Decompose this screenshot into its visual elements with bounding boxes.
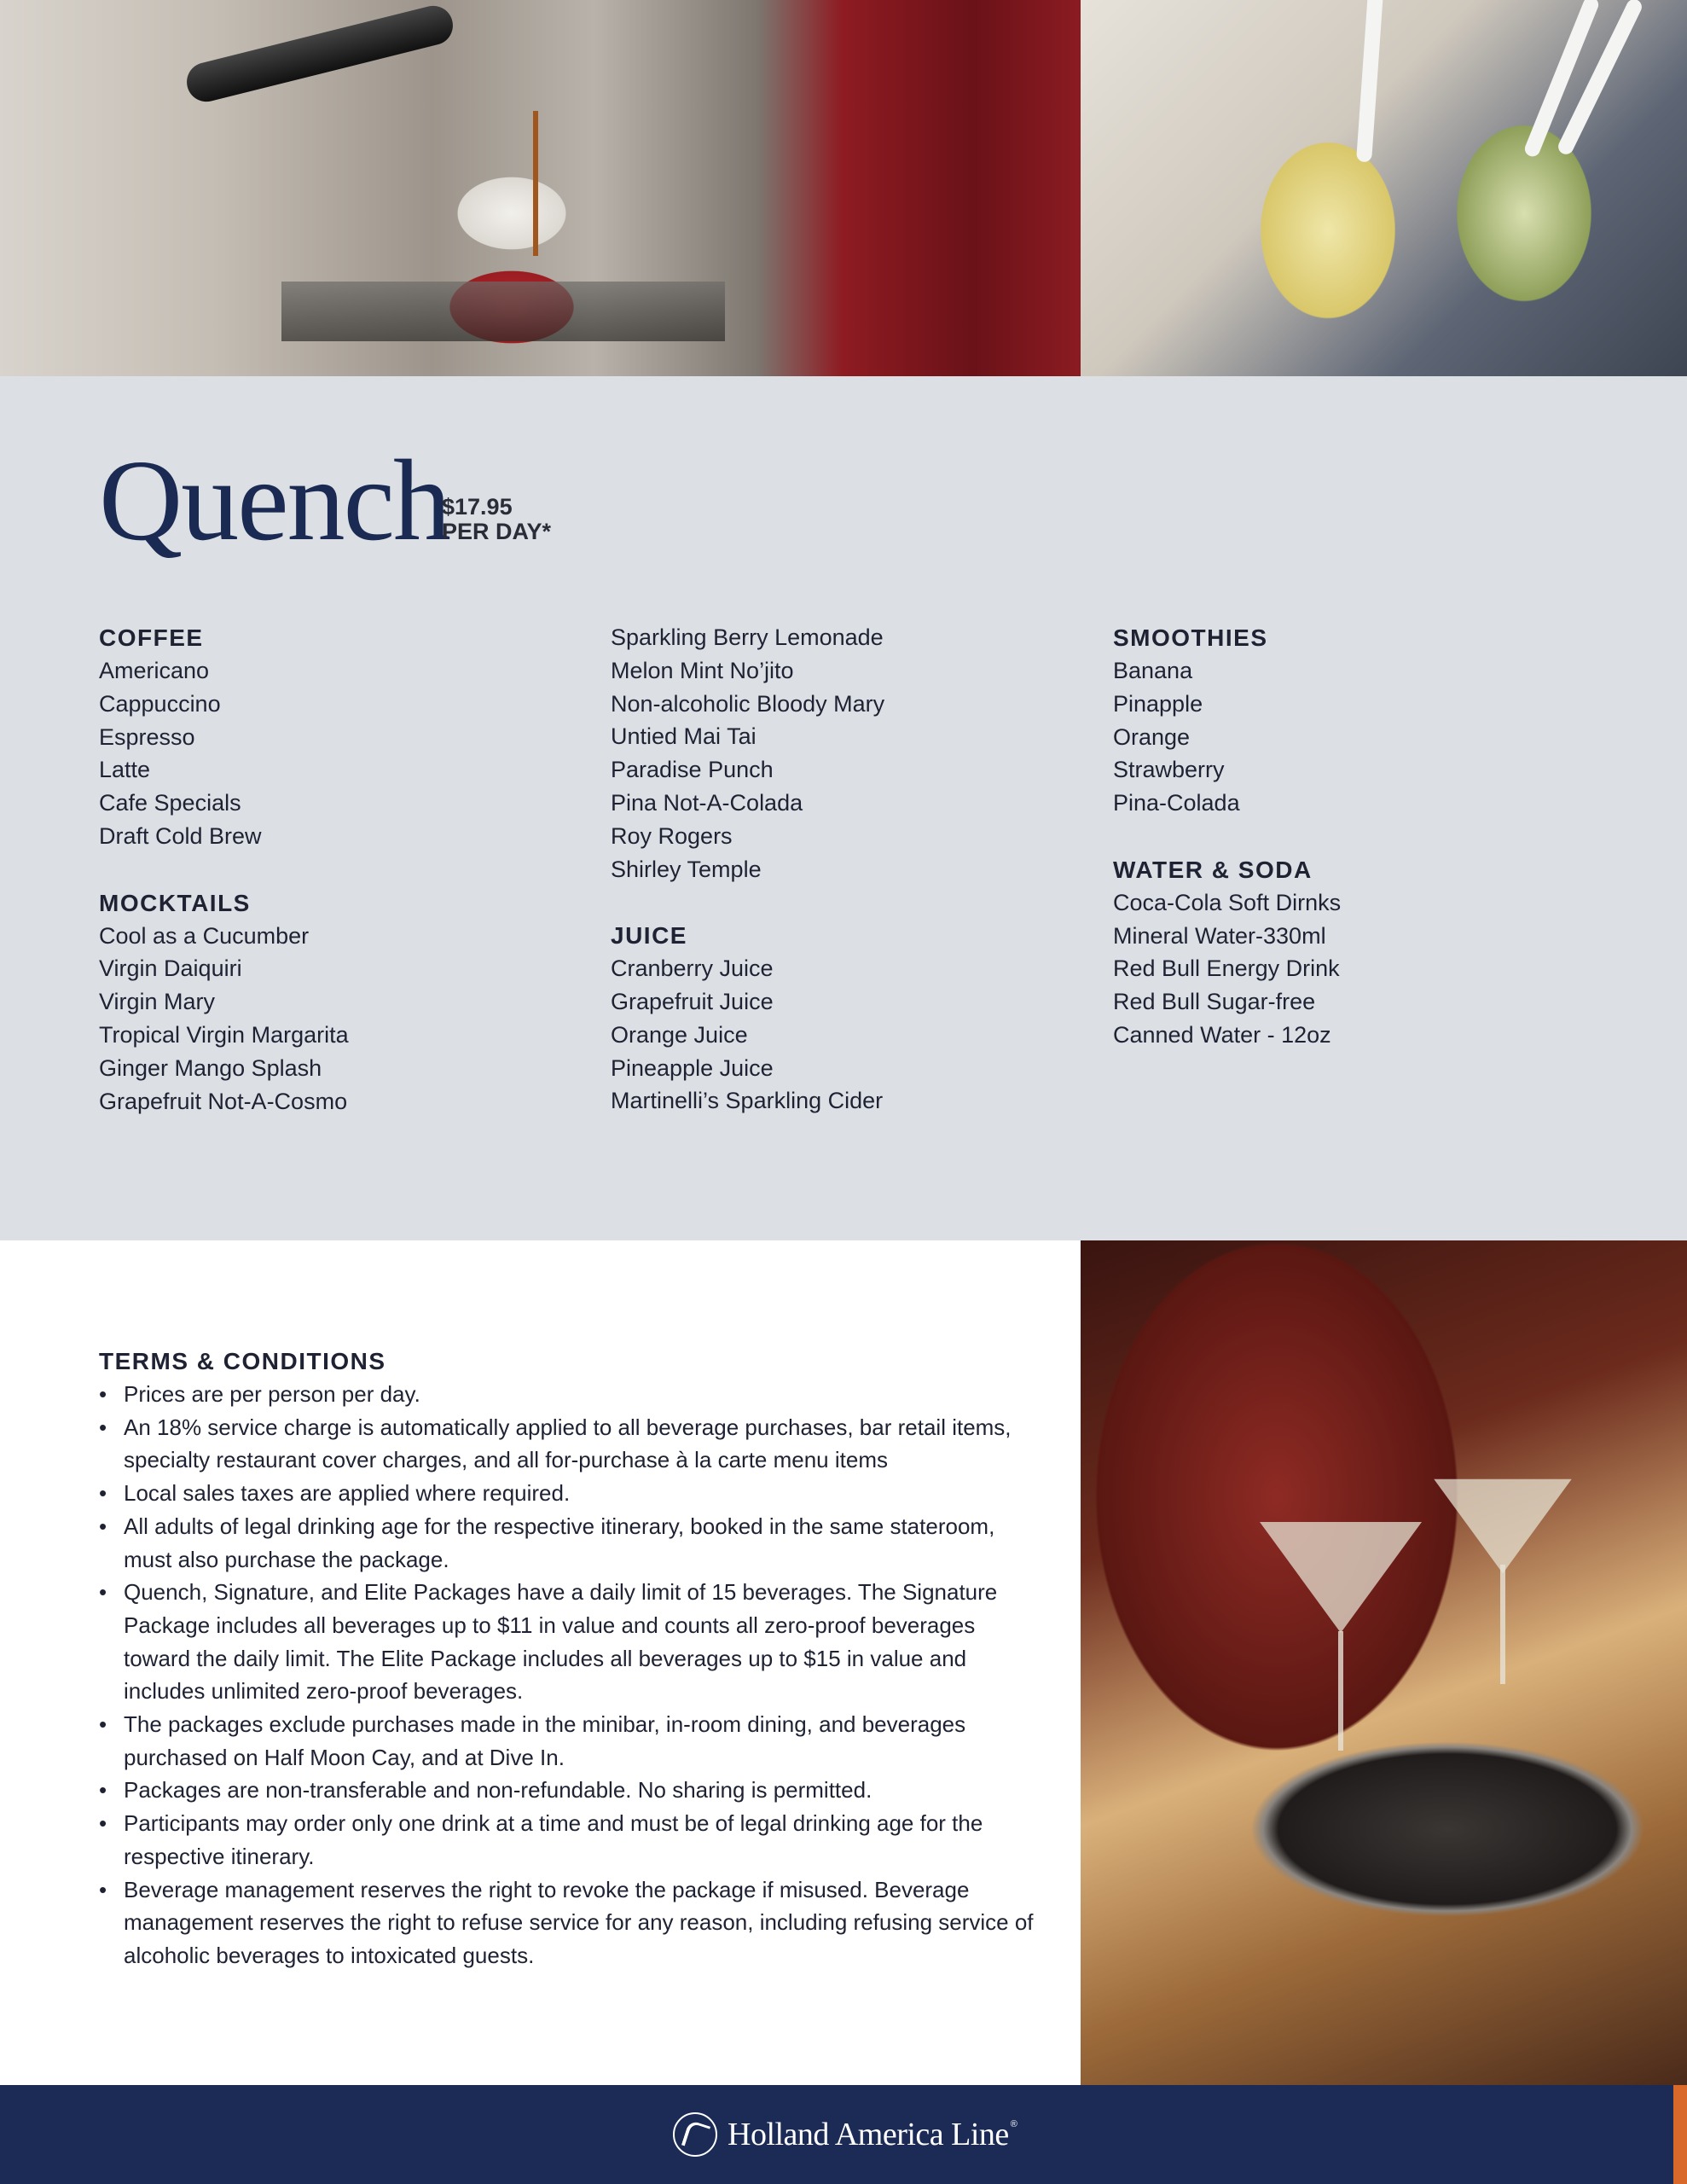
menu-item: Ginger Mango Splash (99, 1054, 322, 1081)
menu-item: Cafe Specials (99, 790, 241, 816)
bullet-icon: • (99, 1711, 107, 1738)
menu-item: Orange Juice (611, 1021, 748, 1048)
terms-list (99, 1378, 1037, 1972)
terms-item-text: Quench, Signature, and Elite Packages have a daily limit of 15 beverages. The Signature Package includes all beverages up to $11 in value and counts all zero-proof beverages toward the daily limit. The Elite Package includes all beverages up to $15 in value and includes unlimited zero-proof beverages. (124, 1579, 998, 1705)
footer-bar (0, 2085, 1687, 2184)
terms-item-text: All adults of legal drinking age for the respective itinerary, booked in the same stateroom, must also purchase the package. (124, 1513, 995, 1572)
bullet-icon: • (99, 1381, 107, 1407)
menu-item: Pinapple (1113, 690, 1203, 717)
menu-category-heading: JUICE (611, 922, 687, 950)
menu-item: Strawberry (1113, 757, 1225, 783)
menu-item: Banana (1113, 658, 1193, 683)
terms-item-text: Beverage management reserves the right to revoke the package if misused. Beverage management reserves the right to refuse service for any reason, including refusing service of alcoholic beverages to intoxicated guests. (124, 1876, 1034, 1968)
menu-item: Espresso (99, 723, 195, 750)
menu-spacer (99, 853, 577, 886)
menu-item: Grapefruit Not-A-Cosmo (99, 1088, 348, 1114)
menu-item: Virgin Daiquiri (99, 956, 242, 982)
terms-item-text: An 18% service charge is automatically applied to all beverage purchases, bar retail items, specialty restaurant cover charges, and all for-purchase à la carte menu items (124, 1414, 1012, 1473)
terms-item-text: Participants may order only one drink at a time and must be of legal drinking age for the respective itinerary. (124, 1810, 983, 1869)
terms-item (99, 1774, 1037, 1807)
brand-lockup[interactable] (673, 2109, 1017, 2160)
menu-item: Cranberry Juice (611, 956, 774, 982)
terms-item-text: Packages are non-transferable and non-refundable. No sharing is permitted. (124, 1777, 872, 1804)
menu-item: Pina Not-A-Colada (611, 789, 803, 816)
menu-item: Coca-Cola Soft Dirnks (1113, 889, 1342, 915)
menu-panel (0, 376, 1687, 1240)
menu-item: Roy Rogers (611, 822, 733, 849)
menu-column-2 (611, 621, 1088, 1118)
menu-item: Red Bull Sugar-free (1113, 989, 1316, 1015)
terms-item (99, 1378, 1037, 1411)
terms-item (99, 1807, 1037, 1873)
terms-item-text: The packages exclude purchases made in the minibar, in-room dining, and beverages purchased on Half Moon Cay, and at Dive In. (124, 1711, 966, 1770)
menu-item: Red Bull Energy Drink (1113, 956, 1340, 982)
menu-spacer (1113, 820, 1591, 853)
bullet-icon: • (99, 1579, 107, 1606)
terms-item (99, 1411, 1037, 1477)
menu-item: Cool as a Cucumber (99, 922, 310, 949)
espresso-photo (0, 0, 1081, 376)
terms-item (99, 1477, 1037, 1510)
menu-item: Melon Mint No’jito (611, 657, 794, 683)
menu-item: Non-alcoholic Bloody Mary (611, 690, 885, 717)
menu-item: Tropical Virgin Margarita (99, 1021, 349, 1048)
terms-heading: TERMS & CONDITIONS (99, 1348, 386, 1374)
menu-item: Americano (99, 658, 210, 683)
terms-item (99, 1576, 1037, 1708)
menu-item: Untied Mai Tai (611, 723, 757, 750)
terms-section (99, 1345, 1037, 1972)
menu-item: Paradise Punch (611, 757, 774, 783)
bullet-icon: • (99, 1876, 107, 1902)
package-title: Quench (99, 437, 449, 565)
menu-item: Canned Water - 12oz (1113, 1021, 1331, 1048)
menu-item: Cappuccino (99, 690, 221, 717)
footer-accent-stripe (1673, 2085, 1687, 2184)
menu-category-heading: MOCKTAILS (99, 889, 251, 916)
terms-item (99, 1510, 1037, 1576)
menu-item: Sparkling Berry Lemonade (611, 624, 884, 650)
menu-column-3 (1113, 621, 1591, 1052)
menu-item: Orange (1113, 723, 1191, 750)
menu-category-heading: WATER & SODA (1113, 856, 1313, 883)
bullet-icon: • (99, 1513, 107, 1539)
price-unit: PER DAY* (442, 519, 552, 544)
menu-category-heading: SMOOTHIES (1113, 624, 1268, 651)
brand-name: Holland America Line (728, 2117, 1009, 2152)
menu-item: Grapefruit Juice (611, 988, 774, 1014)
terms-item-text: Local sales taxes are applied where required. (124, 1480, 571, 1507)
martini-tray-photo (1081, 1240, 1687, 2085)
menu-item: Shirley Temple (611, 856, 762, 882)
bullet-icon: • (99, 1777, 107, 1804)
menu-column-1 (99, 621, 577, 1118)
terms-item (99, 1873, 1037, 1972)
bullet-icon: • (99, 1414, 107, 1440)
holland-america-logo-icon (673, 2112, 717, 2157)
menu-item: Mineral Water-330ml (1113, 922, 1326, 949)
cocktails-photo (1081, 0, 1687, 376)
price-amount: $17.95 (442, 494, 513, 520)
menu-item: Pina-Colada (1113, 790, 1240, 816)
terms-item (99, 1708, 1037, 1774)
menu-item: Virgin Mary (99, 989, 216, 1015)
package-price (442, 495, 551, 544)
menu-item: Pineapple Juice (611, 1054, 774, 1081)
menu-item: Martinelli’s Sparkling Cider (611, 1088, 884, 1114)
bullet-icon: • (99, 1810, 107, 1837)
menu-spacer (611, 886, 1088, 919)
menu-item: Latte (99, 757, 151, 783)
bullet-icon: • (99, 1480, 107, 1507)
menu-item: Draft Cold Brew (99, 822, 262, 849)
registered-mark: ® (1010, 2119, 1017, 2129)
menu-category-heading: COFFEE (99, 624, 204, 651)
terms-item-text: Prices are per person per day. (124, 1381, 420, 1407)
